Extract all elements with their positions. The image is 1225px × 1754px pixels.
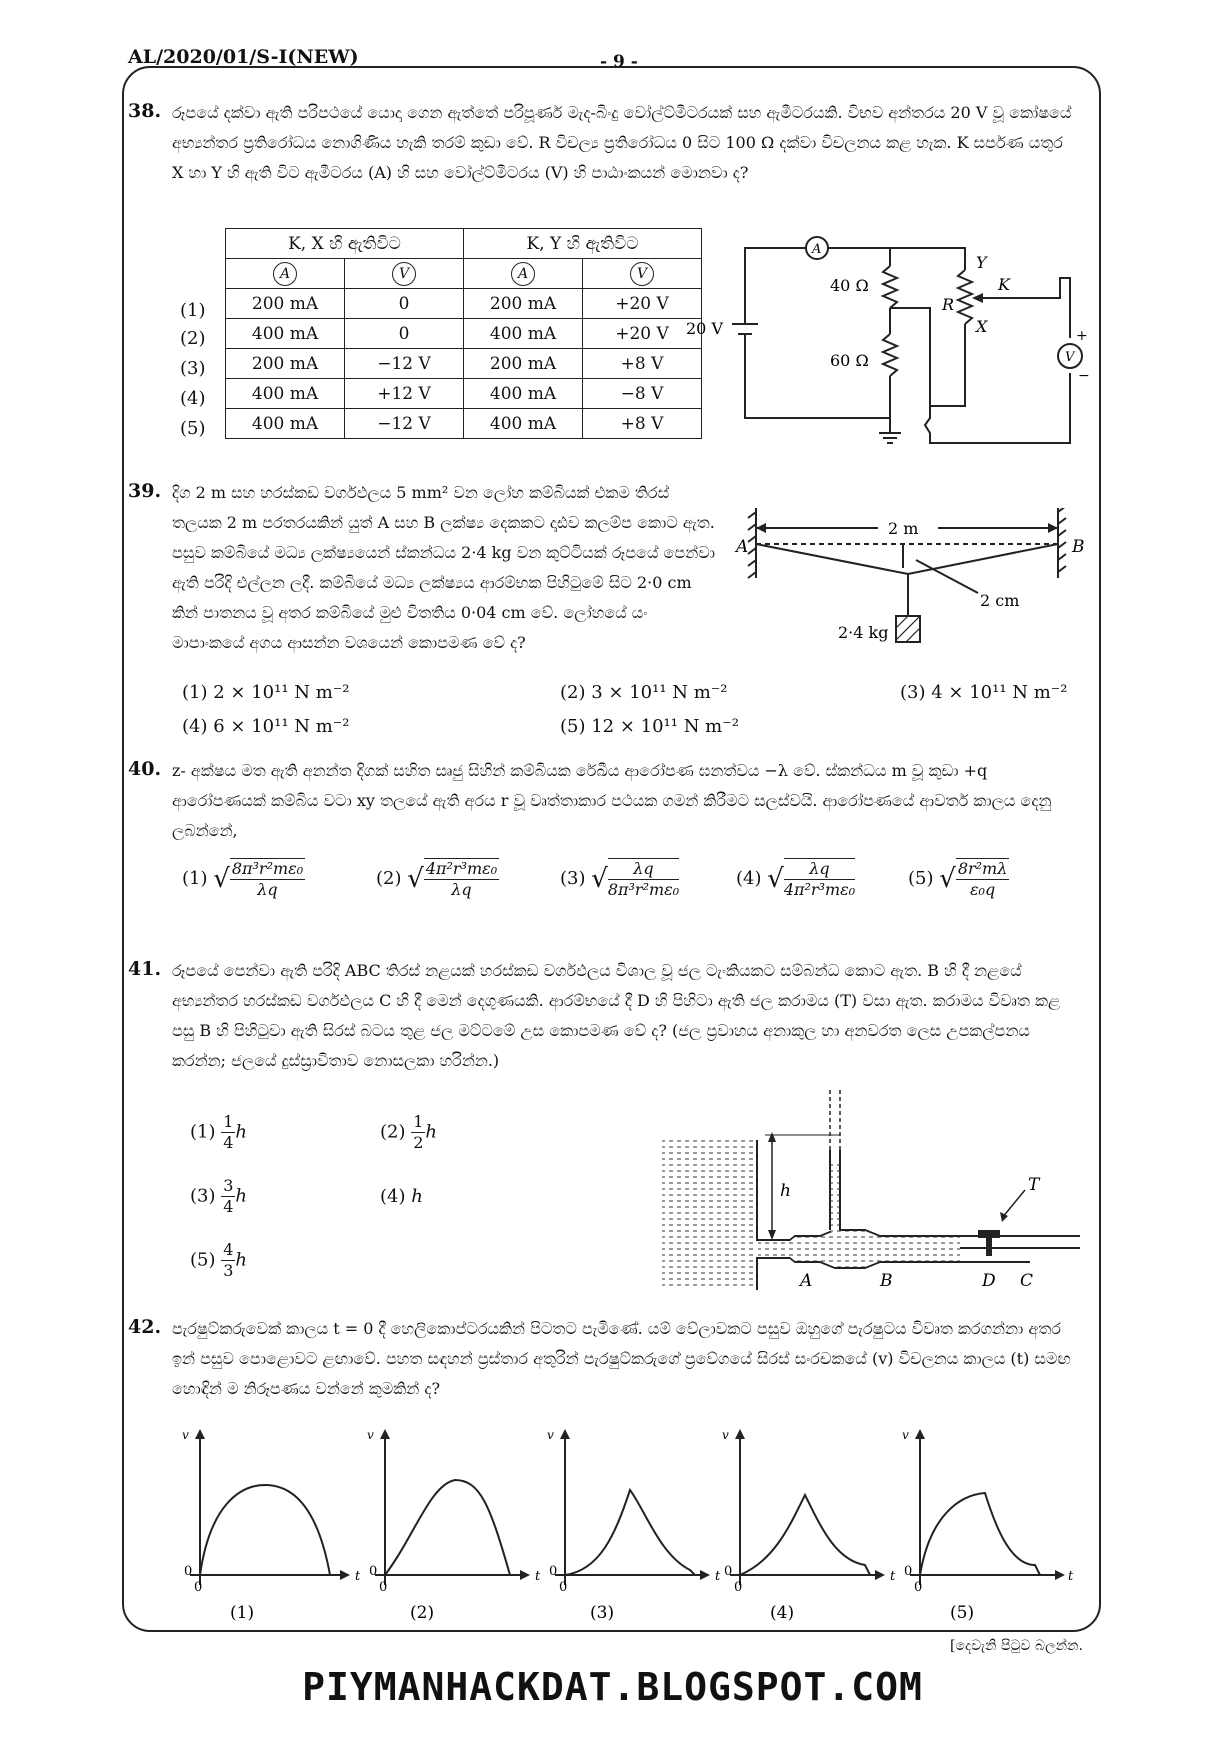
graph-label[interactable]: (2) xyxy=(410,1603,435,1623)
water-tank xyxy=(662,1140,757,1290)
table-cell: 0 xyxy=(345,289,464,319)
origin-label: 0 xyxy=(549,1564,558,1579)
height-label: h xyxy=(780,1181,791,1201)
graph-4 xyxy=(730,1435,880,1585)
q38-row-label: (2) xyxy=(180,328,206,349)
fraction-denominator: 4π²r³mε₀ xyxy=(783,880,856,899)
fraction-denominator: 3 xyxy=(223,1261,234,1280)
table-cell: 400 mA xyxy=(464,379,583,409)
graph-3 xyxy=(555,1435,705,1585)
option-label: (3) xyxy=(560,868,586,889)
option-variable: h xyxy=(235,1185,248,1207)
q39-number: 39. xyxy=(128,480,162,502)
q40-text: z- අක්ෂය මත ඇති අනන්ත දිගක් සහිත සෘජු සිහින් කම්බියක රේඛීය ආරෝපණ ඝනත්වය −λ වේ. ස්කන්ධය m වූ කුඩා +q ආරෝපණයක් කම්බිය වටා xy තලයේ ඇති අරය r වූ වෘත්තාකාර පථයක ගමන් කිරීමට සලස්වයි. ආරෝපණයේ ආවර්ත කාලය දෙනු ලබන්නේ, xyxy=(172,761,1052,840)
q38-table xyxy=(225,228,702,439)
option-label: (1) xyxy=(190,1121,216,1143)
option-variable: h xyxy=(425,1121,438,1143)
blog-watermark[interactable]: PIYMANHACKDAT.BLOGSPOT.COM xyxy=(302,1665,923,1709)
origin-label: 0 xyxy=(734,1580,743,1595)
graph-5 xyxy=(910,1435,1060,1585)
origin-label: 0 xyxy=(379,1580,388,1595)
q42-graphs xyxy=(170,1425,1090,1625)
table-row xyxy=(226,289,702,319)
table-cell: 400 mA xyxy=(226,379,345,409)
origin-label: 0 xyxy=(559,1580,568,1595)
q41-option-5[interactable] xyxy=(190,1240,247,1281)
q41-tank-pipe-diagram xyxy=(660,1090,1080,1295)
graph-1 xyxy=(190,1435,345,1585)
option-label: (4) xyxy=(736,868,762,889)
fraction-numerator: λq xyxy=(784,859,855,880)
fraction-denominator: 4 xyxy=(223,1197,234,1216)
axis-v-label: v xyxy=(902,1428,909,1442)
q38-circuit-diagram xyxy=(680,228,1090,460)
voltmeter-label: V xyxy=(1065,350,1075,365)
axis-t-label: t xyxy=(890,1569,896,1584)
fraction-numerator: 4 xyxy=(223,1240,234,1259)
q41-option-1[interactable] xyxy=(190,1112,247,1153)
exam-code: AL/2020/01/S-I(NEW) xyxy=(128,46,359,68)
origin-label: 0 xyxy=(914,1580,923,1595)
option-variable: h xyxy=(235,1121,248,1143)
q39-option-1[interactable]: (1) 2 × 10¹¹ N m⁻² xyxy=(182,682,350,703)
sqrt-icon: √ xyxy=(213,864,230,894)
axis-t-label: t xyxy=(535,1569,541,1584)
q39-option-2[interactable]: (2) 3 × 10¹¹ N m⁻² xyxy=(560,682,728,703)
rheostat-label: R xyxy=(942,295,955,314)
q38-row-label: (4) xyxy=(180,388,206,409)
option-label: (4) xyxy=(380,1186,406,1207)
resistor-40-label: 40 Ω xyxy=(830,276,869,295)
option-label: (2) xyxy=(380,1121,406,1143)
table-cell: 400 mA xyxy=(464,409,583,439)
q39-wire-diagram xyxy=(728,508,1088,658)
q39-option-5[interactable]: (5) 12 × 10¹¹ N m⁻² xyxy=(560,716,739,737)
fraction-denominator: λq xyxy=(257,880,278,899)
q41-option-3[interactable] xyxy=(190,1176,247,1217)
q40-option-1[interactable] xyxy=(182,858,305,900)
fraction-numerator: 8r²mλ xyxy=(957,859,1008,878)
q40-option-4[interactable] xyxy=(736,858,855,900)
option-variable: h xyxy=(411,1186,423,1207)
table-cell: 400 mA xyxy=(226,409,345,439)
axis-v-label: v xyxy=(367,1428,374,1442)
table-row xyxy=(226,349,702,379)
ammeter-label: A xyxy=(812,242,822,257)
q40-option-2[interactable] xyxy=(376,858,499,900)
table-cell: 200 mA xyxy=(464,289,583,319)
graph-label[interactable]: (3) xyxy=(590,1603,615,1623)
fraction-numerator: λq xyxy=(608,859,679,880)
pipe-a-label: A xyxy=(800,1271,813,1291)
sqrt-icon: √ xyxy=(407,864,424,894)
origin-label: 0 xyxy=(724,1564,733,1579)
tap-icon xyxy=(978,1230,1000,1238)
q38-row-label: (3) xyxy=(180,358,206,379)
origin-label: 0 xyxy=(194,1580,203,1595)
ammeter-symbol: A xyxy=(511,262,535,286)
point-a-label: A xyxy=(736,537,749,557)
resistor-60-label: 60 Ω xyxy=(830,351,869,370)
fraction-numerator: 1 xyxy=(413,1112,424,1131)
q41-number: 41. xyxy=(128,958,162,980)
terminal-x-label: X xyxy=(976,317,988,336)
origin-label: 0 xyxy=(184,1564,193,1579)
fraction-denominator: 4 xyxy=(223,1133,234,1152)
axis-t-label: t xyxy=(1068,1569,1074,1584)
table-cell: +8 V xyxy=(583,409,702,439)
q39-text: දිග 2 m සහ හරස්කඩ වර්ගඵලය 5 mm² වන ලෝහ කම්බියක් එකම තිරස් තලයක 2 m පරතරයකින් යුත් A සහ B ලක්ෂ්‍ය දෙකකට දෘඪව කලම්ප කොට ඇත. පසුව කම්බියේ මධ්‍ය ලක්ෂ්‍යයෙන් ස්කන්ධය 2·4 kg වන කුට්ටියක් රූපයේ පෙන්වා ඇති පරිදි එල්ලන ලදී. කම්බියේ මධ්‍ය ලක්ෂ්‍යය ආරම්භක පිහිටුමේ සිට 2·0 cm කින් පාතනය වූ අතර කම්බියේ මුළු විතතිය 0·04 cm වේ. ලෝහයේ යං මාපාංකයේ අගය ආසන්න වශයෙන් කොපමණ වේ ද? xyxy=(172,483,716,652)
slider-key-label: K xyxy=(998,275,1010,294)
graph-2 xyxy=(375,1435,525,1585)
axis-v-label: v xyxy=(547,1428,554,1442)
voltmeter-minus: − xyxy=(1078,368,1090,384)
fraction-denominator: ε₀q xyxy=(969,880,996,899)
sqrt-icon: √ xyxy=(939,864,956,894)
option-variable: h xyxy=(235,1249,248,1271)
q41-text: රූපයේ පෙන්වා ඇති පරිදි ABC තිරස් නළයක් හරස්කඩ වර්ගඵලය විශාල වූ ජල ටැංකියකට සම්බන්ධ කොට ඇත. B හි දී නළයේ අභ්‍යන්තර හරස්කඩ වර්ගඵලය C හි දී මෙන් දෙගුණයකි. ආරම්භයේ දී D හි පිහිටා ඇති ජල කරාමය (T) වසා ඇත. කරාමය විවෘත කළ පසු B හි පිහිටුවා ඇති සිරස් බටය තුළ ජල මට්ටමේ උස කොපමණ වේ ද? (ජල ප්‍රවාහය අනාකුල හා අනවරත ලෙස උපකල්පනය කරන්න; ජලයේ දුස්ස්‍රාවිතාව නොසලකා හරින්න.) xyxy=(172,961,1061,1070)
table-cell: 200 mA xyxy=(464,349,583,379)
sag-label: 2 cm xyxy=(980,591,1020,610)
fraction-denominator: λq xyxy=(451,880,472,899)
page-number: - 9 - xyxy=(600,52,638,72)
voltmeter-symbol: V xyxy=(630,262,654,286)
pipe-d-label: D xyxy=(982,1271,996,1291)
fraction-denominator: 2 xyxy=(413,1133,424,1152)
q41-option-2[interactable] xyxy=(380,1112,437,1153)
axis-v-label: v xyxy=(182,1428,189,1442)
voltmeter-plus: + xyxy=(1076,328,1088,344)
table-cell: −12 V xyxy=(345,349,464,379)
table-cell: 400 mA xyxy=(464,319,583,349)
option-label: (5) xyxy=(908,868,934,889)
table-cell: +12 V xyxy=(345,379,464,409)
sqrt-icon: √ xyxy=(767,864,784,894)
terminal-y-label: Y xyxy=(976,253,987,272)
q42-text: පැරෂුට්කරුවෙක් කාලය t = 0 දී හෙලිකොප්ටරයකින් පිටතට පැමිණේ. යම් වේලාවකට පසුව ඔහුගේ පැරෂුටය විවෘත කරගන්නා අතර ඉන් පසුව පොළොවට ළඟාවේ. පහත සඳහන් ප්‍රස්තාර අතුරින් පැරෂුට්කරුගේ ප්‍රවේගයේ සිරස් සංරචකයේ (v) විචලනය කාලය (t) සමඟ හොඳින් ම නිරූපණය වන්නේ කුමකින් ද? xyxy=(172,1319,1071,1398)
q38-header-kx: K, X හි ඇතිවිට xyxy=(226,229,464,259)
q38-row-label: (5) xyxy=(180,418,206,439)
q42-number: 42. xyxy=(128,1316,162,1338)
origin-label: 0 xyxy=(904,1564,913,1579)
q38-text: රූපයේ දක්වා ඇති පරිපථයේ යොදා ගෙන ඇත්තේ පරිපූර්ණ මැද-බිංදු වෝල්ට්මීටරයක් සහ ඇමීටරයකි. විභව අන්තරය 20 V වූ කෝෂයේ අභ්‍යන්තර ප්‍රතිරෝධය නොගිණිය හැකි තරම් කුඩා වේ. R විචල්‍ය ප්‍රතිරෝධය 0 සිට 100 Ω දක්වා විචලනය කළ හැක. K සර්පණ යතුර X හා Y හි ඇති විට ඇමීටරය (A) හි සහ වෝල්ට්මීටරය (V) හි පාඨාංකයන් මොනවා ද? xyxy=(172,103,1072,182)
emf-label: 20 V xyxy=(686,319,723,338)
table-cell: +20 V xyxy=(583,289,702,319)
tap-t-label: T xyxy=(1028,1175,1040,1195)
fraction-numerator: 3 xyxy=(223,1176,234,1195)
fraction-numerator: 1 xyxy=(223,1112,234,1131)
next-page-note: [දෙවැනි පිටුව බලන්න. xyxy=(950,1638,1083,1654)
table-cell: +20 V xyxy=(583,319,702,349)
table-cell: 200 mA xyxy=(226,349,345,379)
axis-v-label: v xyxy=(722,1428,729,1442)
table-row xyxy=(226,409,702,439)
pipe-c-label: C xyxy=(1020,1271,1034,1291)
graph-label[interactable]: (1) xyxy=(230,1603,255,1623)
table-cell: 200 mA xyxy=(226,289,345,319)
table-row xyxy=(226,319,702,349)
origin-label: 0 xyxy=(369,1564,378,1579)
pipe-b-label: B xyxy=(880,1271,893,1291)
point-b-label: B xyxy=(1072,537,1085,557)
fraction-numerator: 8π³r²mε₀ xyxy=(231,859,304,878)
q38-row-label: (1) xyxy=(180,300,206,321)
axis-t-label: t xyxy=(355,1569,361,1584)
fraction-numerator: 4π²r³mε₀ xyxy=(425,859,498,878)
span-label: 2 m xyxy=(888,519,919,538)
table-cell: 400 mA xyxy=(226,319,345,349)
table-cell: 0 xyxy=(345,319,464,349)
table-row xyxy=(226,379,702,409)
q40-number: 40. xyxy=(128,758,162,780)
q41-option-4[interactable] xyxy=(380,1186,423,1207)
sqrt-icon: √ xyxy=(591,864,608,894)
q40-option-3[interactable] xyxy=(560,858,679,900)
table-cell: −12 V xyxy=(345,409,464,439)
table-cell: −8 V xyxy=(583,379,702,409)
option-label: (2) xyxy=(376,868,402,889)
q38-header-ky: K, Y හි ඇතිවිට xyxy=(464,229,702,259)
option-label: (3) xyxy=(190,1185,216,1207)
option-label: (1) xyxy=(182,868,208,889)
q40-option-5[interactable] xyxy=(908,858,1009,900)
axis-t-label: t xyxy=(715,1569,721,1584)
ammeter-symbol: A xyxy=(273,262,297,286)
q39-option-3[interactable]: (3) 4 × 10¹¹ N m⁻² xyxy=(900,682,1068,703)
fraction-denominator: 8π³r²mε₀ xyxy=(607,880,680,899)
voltmeter-symbol: V xyxy=(392,262,416,286)
graph-label[interactable]: (5) xyxy=(950,1603,975,1623)
option-label: (5) xyxy=(190,1249,216,1271)
table-cell: +8 V xyxy=(583,349,702,379)
mass-label: 2·4 kg xyxy=(838,623,889,642)
q38-number: 38. xyxy=(128,100,162,122)
graph-label[interactable]: (4) xyxy=(770,1603,795,1623)
q39-option-4[interactable]: (4) 6 × 10¹¹ N m⁻² xyxy=(182,716,350,737)
